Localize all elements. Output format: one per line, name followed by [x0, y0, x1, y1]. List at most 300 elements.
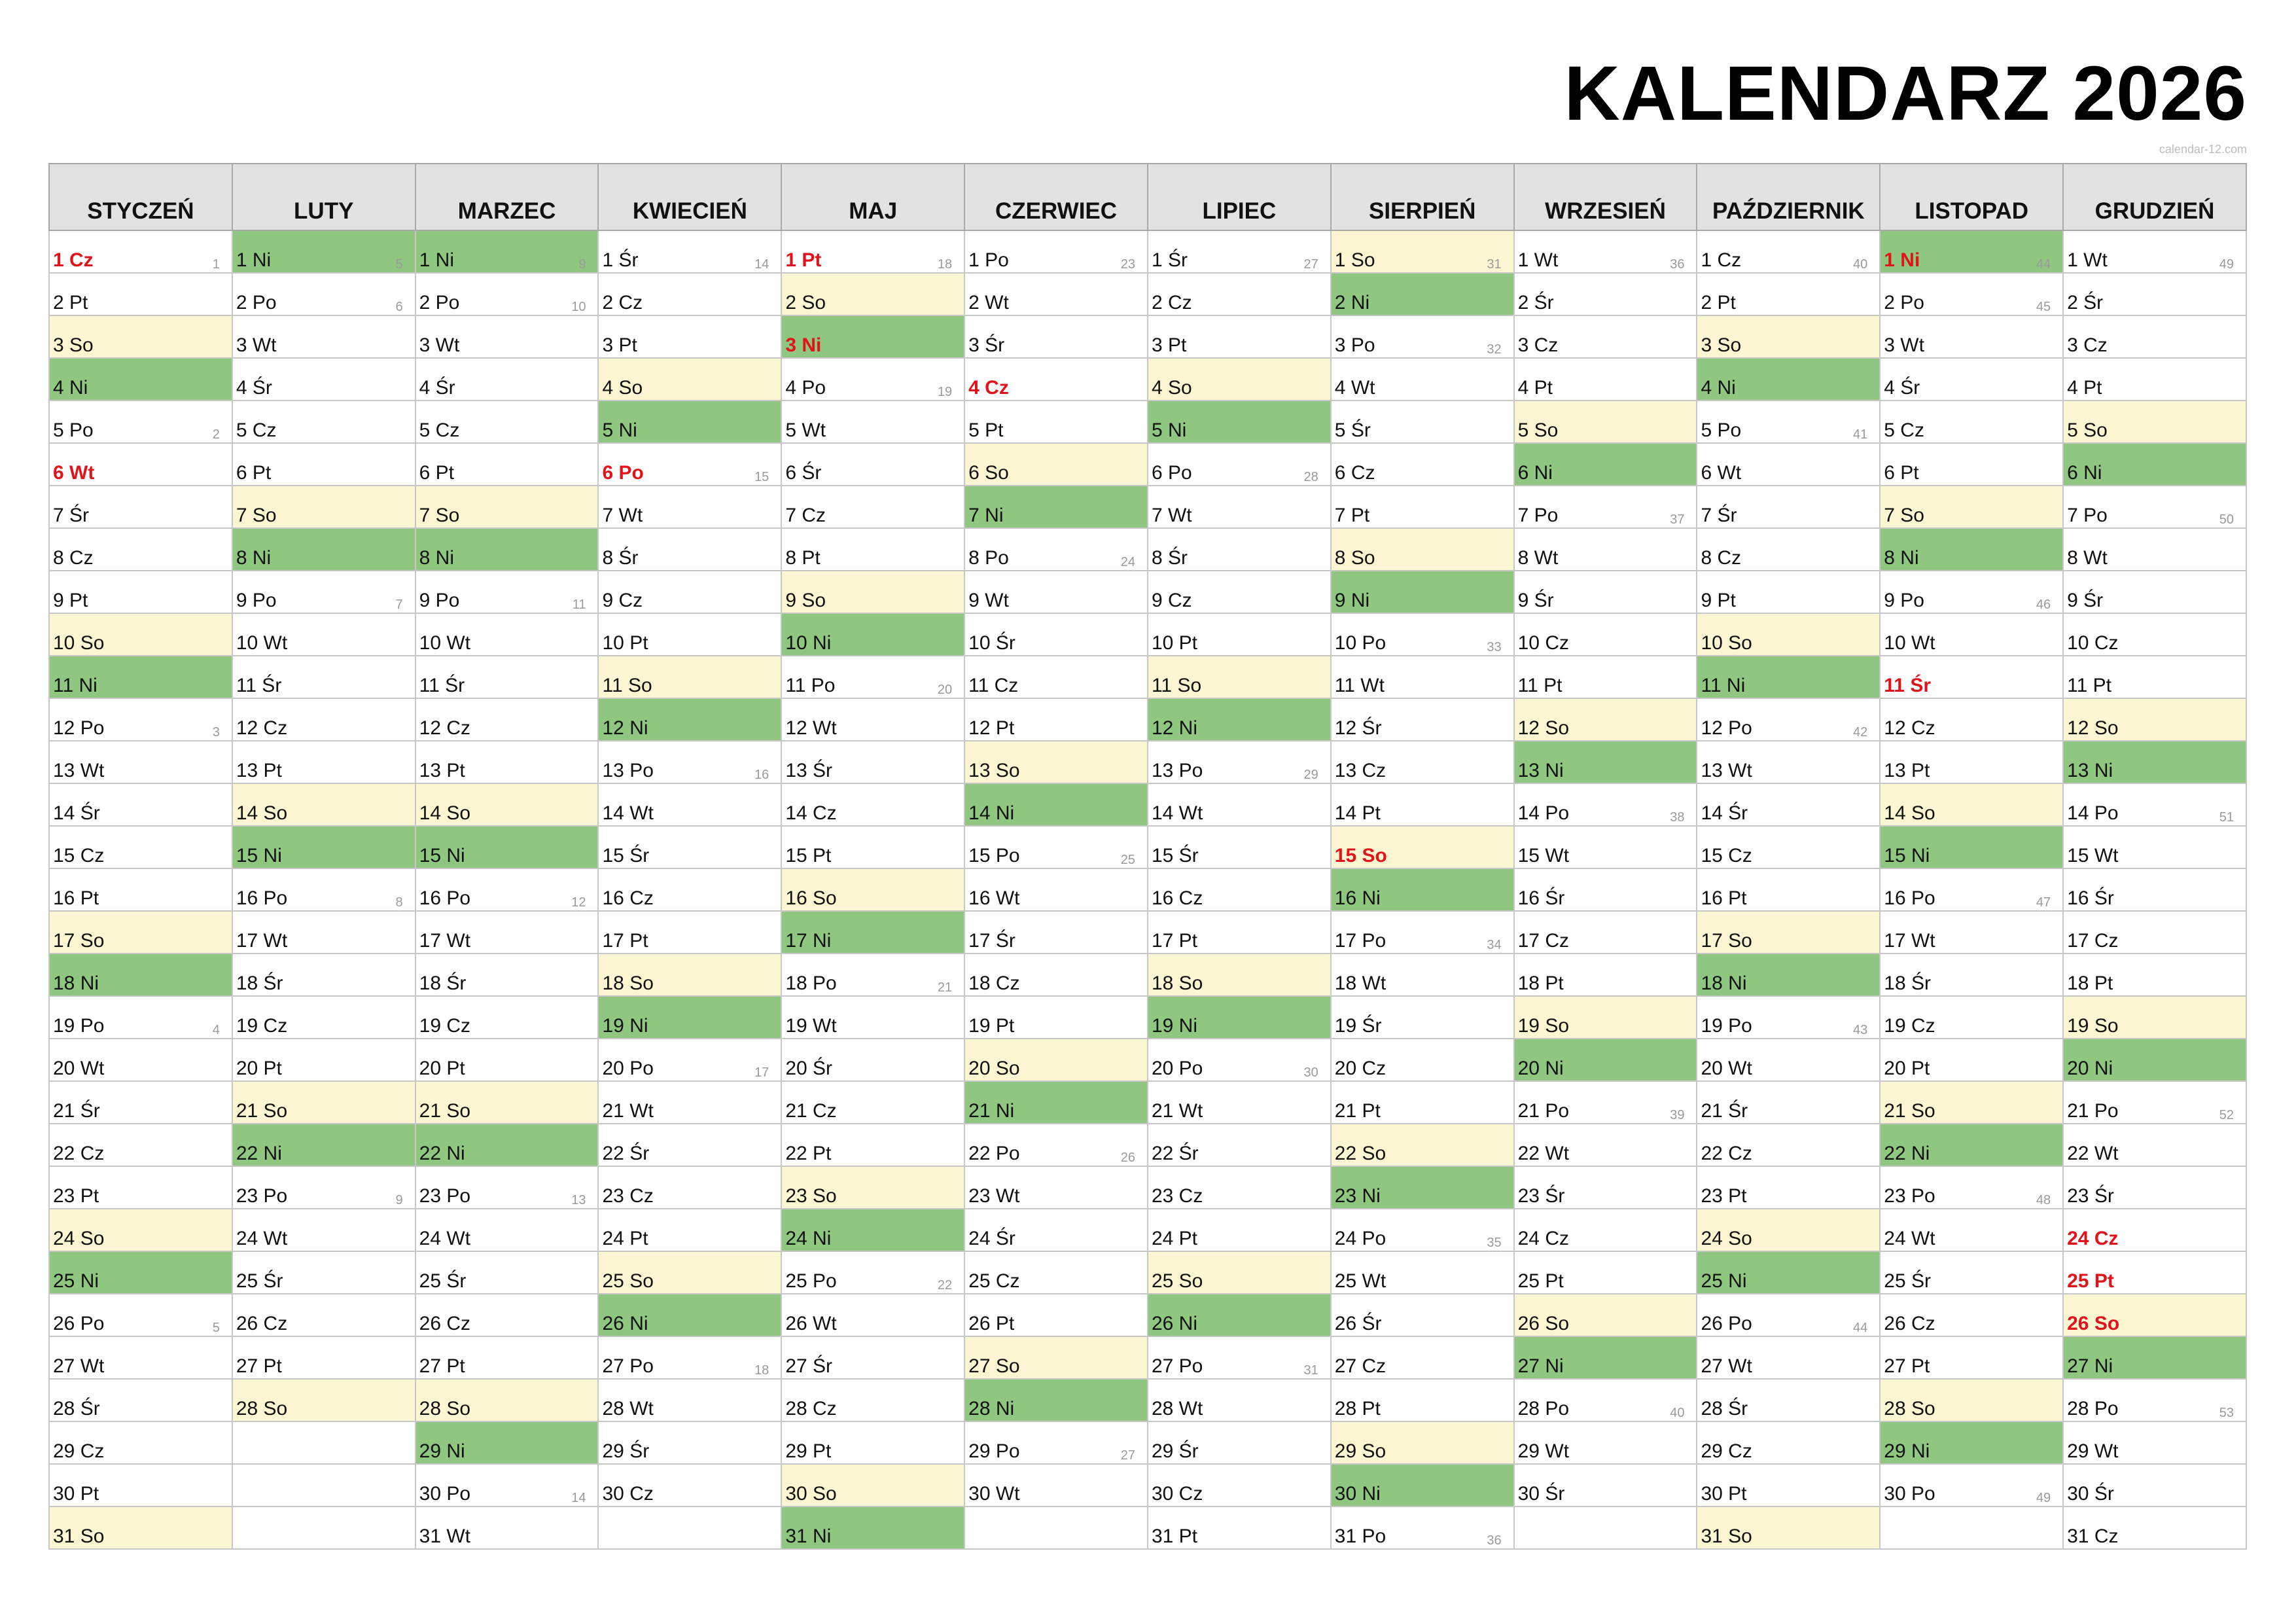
- day-label: 15 Cz: [53, 845, 105, 866]
- week-number: 11: [572, 597, 586, 612]
- day-row: [49, 1507, 2246, 1549]
- week-number: 18: [754, 1363, 769, 1378]
- day-label: 9 Ni: [1334, 590, 1370, 611]
- week-number: 22: [937, 1278, 953, 1293]
- day-cell: [1148, 571, 1331, 613]
- day-label: 25 Wt: [1334, 1270, 1386, 1292]
- day-cell: [1331, 1081, 1514, 1124]
- week-number: 6: [395, 300, 403, 314]
- day-label: 25 Ni: [53, 1270, 99, 1292]
- day-cell: [1514, 1379, 1697, 1421]
- day-cell: [2063, 868, 2246, 911]
- empty-cell: [1514, 1507, 1697, 1549]
- day-cell: [598, 783, 781, 826]
- day-label: 4 Śr: [1884, 377, 1920, 399]
- day-cell: [781, 911, 964, 954]
- day-cell: [1331, 315, 1514, 358]
- day-cell: [49, 1379, 232, 1421]
- day-row: [49, 698, 2246, 741]
- day-label: 2 Po: [1884, 292, 1924, 313]
- day-label: 19 Po: [1701, 1015, 1752, 1037]
- day-label: 20 Śr: [785, 1058, 833, 1079]
- day-cell: [415, 698, 599, 741]
- day-cell: [1697, 911, 1880, 954]
- day-label: 26 Cz: [419, 1313, 471, 1334]
- day-label: 24 So: [1701, 1228, 1752, 1249]
- day-cell: [1880, 996, 2063, 1039]
- day-label: 27 Po: [1151, 1355, 1203, 1377]
- day-label: 8 Po: [968, 547, 1009, 569]
- day-label: 10 So: [1701, 632, 1752, 654]
- day-cell: [1514, 528, 1697, 571]
- day-cell: [1697, 1294, 1880, 1336]
- day-cell: [415, 1421, 599, 1464]
- day-label: 16 Po: [419, 887, 471, 909]
- day-label: 31 Pt: [1151, 1525, 1198, 1547]
- day-label: 26 Cz: [236, 1313, 288, 1334]
- day-cell: [781, 954, 964, 996]
- empty-cell: [232, 1464, 415, 1507]
- day-cell: [1148, 1081, 1331, 1124]
- day-label: 15 Ni: [236, 845, 282, 866]
- week-number: 5: [395, 257, 403, 272]
- day-cell: [1697, 1464, 1880, 1507]
- day-label: 18 Ni: [1701, 972, 1747, 994]
- week-number: 21: [937, 980, 953, 995]
- day-cell: [598, 1166, 781, 1209]
- day-label: 26 Wt: [785, 1313, 837, 1334]
- day-cell: [1697, 486, 1880, 528]
- day-label: 22 Cz: [53, 1143, 105, 1164]
- day-label: 4 So: [1151, 377, 1192, 399]
- week-number: 51: [2219, 810, 2234, 825]
- day-label: 5 Po: [1701, 419, 1742, 441]
- day-cell: [598, 1209, 781, 1251]
- day-label: 6 Cz: [1334, 462, 1375, 484]
- day-cell: [1880, 571, 2063, 613]
- day-cell: [1148, 911, 1331, 954]
- day-cell: [232, 528, 415, 571]
- day-cell: [1148, 1421, 1331, 1464]
- day-label: 25 Śr: [419, 1270, 467, 1292]
- day-label: 3 Cz: [2067, 334, 2108, 356]
- day-label: 3 So: [1701, 334, 1742, 356]
- empty-cell: [232, 1507, 415, 1549]
- day-cell: [781, 1209, 964, 1251]
- day-cell: [1148, 1336, 1331, 1379]
- day-cell: [1148, 1507, 1331, 1549]
- day-cell: [1697, 613, 1880, 656]
- day-cell: [598, 358, 781, 401]
- day-cell: [1514, 1209, 1697, 1251]
- day-cell: [1880, 954, 2063, 996]
- day-label: 16 Pt: [1701, 887, 1747, 909]
- day-cell: [781, 443, 964, 486]
- day-label: 22 Ni: [1884, 1143, 1930, 1164]
- day-label: 16 Śr: [2067, 887, 2114, 909]
- day-label: 11 Ni: [1701, 675, 1746, 696]
- day-label: 15 Śr: [1151, 845, 1199, 866]
- day-label: 29 Ni: [1884, 1440, 1930, 1462]
- day-cell: [1514, 1166, 1697, 1209]
- day-cell: [1514, 656, 1697, 698]
- day-cell: [232, 613, 415, 656]
- day-cell: [1880, 528, 2063, 571]
- day-label: 15 Śr: [602, 845, 650, 866]
- day-label: 1 So: [1334, 249, 1375, 271]
- day-label: 9 Śr: [2067, 590, 2104, 611]
- day-label: 25 So: [602, 1270, 654, 1292]
- day-cell: [964, 1209, 1148, 1251]
- day-cell: [1880, 443, 2063, 486]
- day-cell: [1880, 1081, 2063, 1124]
- day-cell: [964, 1294, 1148, 1336]
- day-cell: [598, 911, 781, 954]
- day-cell: [1880, 911, 2063, 954]
- day-cell: [1514, 486, 1697, 528]
- day-label: 16 Po: [1884, 887, 1935, 909]
- day-label: 28 So: [419, 1398, 471, 1419]
- day-cell: [1697, 868, 1880, 911]
- week-number: 44: [2036, 257, 2051, 272]
- day-row: [49, 315, 2246, 358]
- day-cell: [2063, 996, 2246, 1039]
- day-cell: [232, 401, 415, 443]
- day-label: 14 Ni: [968, 802, 1015, 824]
- day-cell: [1148, 315, 1331, 358]
- day-label: 1 Ni: [236, 249, 272, 271]
- day-label: 3 So: [53, 334, 94, 356]
- day-cell: [1148, 1166, 1331, 1209]
- day-cell: [598, 1464, 781, 1507]
- empty-cell: [1880, 1507, 2063, 1549]
- day-cell: [964, 1421, 1148, 1464]
- day-row: [49, 1421, 2246, 1464]
- day-label: 10 Cz: [1517, 632, 1569, 654]
- day-label: 15 Cz: [1701, 845, 1752, 866]
- day-cell: [1514, 741, 1697, 783]
- day-cell: [1331, 1421, 1514, 1464]
- day-cell: [1331, 273, 1514, 315]
- day-cell: [964, 698, 1148, 741]
- day-label: 8 Ni: [1884, 547, 1919, 569]
- day-cell: [1148, 826, 1331, 868]
- day-cell: [964, 273, 1148, 315]
- day-cell: [2063, 1379, 2246, 1421]
- day-cell: [1148, 1039, 1331, 1081]
- day-cell: [598, 230, 781, 273]
- day-cell: [2063, 698, 2246, 741]
- day-label: 6 Pt: [419, 462, 455, 484]
- day-cell: [781, 741, 964, 783]
- week-number: 34: [1487, 938, 1502, 952]
- day-cell: [1880, 868, 2063, 911]
- day-cell: [1514, 698, 1697, 741]
- day-cell: [1697, 741, 1880, 783]
- day-label: 29 So: [1334, 1440, 1386, 1462]
- day-label: 13 Po: [602, 760, 654, 781]
- day-label: 28 Śr: [53, 1398, 100, 1419]
- day-label: 17 Po: [1334, 930, 1386, 952]
- day-cell: [415, 1124, 599, 1166]
- day-label: 15 So: [1334, 845, 1387, 866]
- day-cell: [415, 656, 599, 698]
- day-cell: [2063, 528, 2246, 571]
- day-label: 31 So: [1701, 1525, 1752, 1547]
- day-cell: [232, 868, 415, 911]
- day-label: 5 Cz: [419, 419, 460, 441]
- month-header: GRUDZIEŃ: [2063, 164, 2246, 230]
- day-cell: [1331, 443, 1514, 486]
- week-number: 47: [2036, 895, 2051, 910]
- day-cell: [415, 1507, 599, 1549]
- week-number: 37: [1670, 512, 1685, 527]
- day-row: [49, 1166, 2246, 1209]
- day-label: 16 Cz: [1151, 887, 1203, 909]
- day-cell: [232, 1166, 415, 1209]
- day-cell: [598, 698, 781, 741]
- day-cell: [1331, 230, 1514, 273]
- day-cell: [2063, 1081, 2246, 1124]
- day-cell: [232, 996, 415, 1039]
- day-cell: [232, 656, 415, 698]
- day-label: 21 Po: [1517, 1100, 1570, 1122]
- day-cell: [964, 401, 1148, 443]
- week-number: 17: [754, 1065, 769, 1080]
- day-cell: [781, 698, 964, 741]
- day-label: 17 Ni: [785, 930, 832, 952]
- day-label: 16 Śr: [1517, 887, 1565, 909]
- day-cell: [1148, 656, 1331, 698]
- day-label: 18 Śr: [419, 972, 467, 994]
- day-label: 13 Ni: [1517, 760, 1564, 781]
- day-label: 10 Cz: [2067, 632, 2119, 654]
- day-label: 19 Ni: [602, 1015, 648, 1037]
- day-label: 14 So: [236, 802, 288, 824]
- day-cell: [1697, 315, 1880, 358]
- day-cell: [781, 401, 964, 443]
- day-label: 5 Ni: [1151, 419, 1187, 441]
- day-cell: [1331, 1039, 1514, 1081]
- day-cell: [232, 315, 415, 358]
- day-cell: [964, 528, 1148, 571]
- day-cell: [1697, 954, 1880, 996]
- day-cell: [1331, 401, 1514, 443]
- day-label: 30 Po: [1884, 1483, 1935, 1505]
- week-number: 1: [212, 257, 220, 272]
- day-cell: [964, 315, 1148, 358]
- day-cell: [1331, 613, 1514, 656]
- day-cell: [2063, 486, 2246, 528]
- day-label: 4 So: [602, 377, 643, 399]
- day-cell: [415, 1251, 599, 1294]
- day-label: 7 Cz: [785, 505, 826, 526]
- day-label: 8 Pt: [785, 547, 821, 569]
- day-cell: [781, 996, 964, 1039]
- day-label: 6 Wt: [53, 462, 95, 484]
- day-label: 8 Wt: [2067, 547, 2108, 569]
- day-label: 26 Ni: [1151, 1313, 1198, 1334]
- day-label: 6 Wt: [1701, 462, 1742, 484]
- day-cell: [964, 571, 1148, 613]
- day-cell: [1148, 613, 1331, 656]
- day-cell: [598, 1124, 781, 1166]
- day-cell: [415, 273, 599, 315]
- day-label: 4 Ni: [1701, 377, 1736, 399]
- empty-cell: [964, 1507, 1148, 1549]
- day-cell: [1331, 528, 1514, 571]
- day-cell: [964, 486, 1148, 528]
- day-cell: [781, 1166, 964, 1209]
- day-row: [49, 783, 2246, 826]
- day-cell: [49, 230, 232, 273]
- day-cell: [232, 783, 415, 826]
- day-cell: [49, 486, 232, 528]
- day-label: 4 Śr: [236, 377, 272, 399]
- day-label: 24 Wt: [236, 1228, 288, 1249]
- week-number: 45: [2036, 300, 2051, 314]
- day-label: 30 Po: [419, 1483, 471, 1505]
- day-cell: [1514, 868, 1697, 911]
- day-cell: [49, 741, 232, 783]
- day-cell: [1331, 741, 1514, 783]
- day-label: 14 Pt: [1334, 802, 1381, 824]
- day-cell: [1148, 954, 1331, 996]
- day-cell: [49, 698, 232, 741]
- day-label: 6 Pt: [236, 462, 272, 484]
- day-label: 8 Cz: [53, 547, 94, 569]
- week-number: 41: [1853, 427, 1868, 442]
- day-label: 3 Po: [1334, 334, 1375, 356]
- week-number: 46: [2036, 597, 2051, 612]
- day-label: 6 Ni: [1517, 462, 1553, 484]
- day-row: [49, 613, 2246, 656]
- day-cell: [1697, 230, 1880, 273]
- day-label: 4 Ni: [53, 377, 88, 399]
- day-label: 10 So: [53, 632, 105, 654]
- day-label: 19 Cz: [419, 1015, 471, 1037]
- day-label: 1 Wt: [2067, 249, 2108, 271]
- day-label: 25 Ni: [1701, 1270, 1747, 1292]
- day-cell: [49, 1166, 232, 1209]
- day-label: 20 Wt: [1701, 1058, 1752, 1079]
- day-label: 27 Cz: [1334, 1355, 1386, 1377]
- day-cell: [2063, 1336, 2246, 1379]
- day-label: 12 Po: [1701, 717, 1752, 739]
- day-cell: [1514, 1251, 1697, 1294]
- day-label: 1 Po: [968, 249, 1009, 271]
- day-cell: [598, 486, 781, 528]
- day-cell: [964, 656, 1148, 698]
- day-cell: [415, 783, 599, 826]
- day-cell: [415, 1209, 599, 1251]
- day-cell: [415, 358, 599, 401]
- day-label: 27 Wt: [53, 1355, 105, 1377]
- day-cell: [232, 698, 415, 741]
- day-label: 13 Wt: [1701, 760, 1752, 781]
- day-cell: [1697, 1507, 1880, 1549]
- day-cell: [598, 741, 781, 783]
- week-number: 26: [1120, 1150, 1135, 1165]
- day-label: 4 Wt: [1334, 377, 1375, 399]
- day-cell: [1514, 1464, 1697, 1507]
- day-label: 3 Ni: [785, 334, 822, 356]
- day-label: 9 So: [785, 590, 826, 611]
- day-label: 5 Śr: [1334, 419, 1371, 441]
- day-label: 6 Po: [602, 462, 644, 484]
- day-cell: [1331, 1166, 1514, 1209]
- day-cell: [1880, 273, 2063, 315]
- day-cell: [781, 1081, 964, 1124]
- day-label: 14 Wt: [602, 802, 654, 824]
- week-number: 16: [754, 768, 769, 782]
- day-label: 19 Cz: [236, 1015, 288, 1037]
- day-label: 17 Pt: [1151, 930, 1198, 952]
- day-label: 29 Cz: [53, 1440, 105, 1462]
- day-label: 20 Pt: [1884, 1058, 1930, 1079]
- day-cell: [1331, 486, 1514, 528]
- day-cell: [1697, 528, 1880, 571]
- day-cell: [598, 826, 781, 868]
- day-label: 28 Cz: [785, 1398, 837, 1419]
- day-label: 2 Pt: [53, 292, 88, 313]
- day-label: 11 So: [602, 675, 652, 696]
- day-cell: [1331, 954, 1514, 996]
- day-cell: [415, 826, 599, 868]
- day-cell: [2063, 358, 2246, 401]
- day-cell: [1697, 996, 1880, 1039]
- day-label: 8 Ni: [419, 547, 455, 569]
- day-label: 7 So: [419, 505, 460, 526]
- day-label: 13 Śr: [785, 760, 833, 781]
- day-label: 16 So: [785, 887, 837, 909]
- day-cell: [49, 1081, 232, 1124]
- day-label: 28 Po: [1517, 1398, 1570, 1419]
- day-label: 27 So: [968, 1355, 1020, 1377]
- day-label: 11 Śr: [1884, 675, 1932, 696]
- day-cell: [964, 443, 1148, 486]
- day-cell: [1514, 230, 1697, 273]
- day-label: 12 Cz: [236, 717, 288, 739]
- day-label: 17 Pt: [602, 930, 648, 952]
- day-label: 12 Śr: [1334, 717, 1382, 739]
- day-label: 17 So: [1701, 930, 1752, 952]
- day-label: 14 So: [1884, 802, 1935, 824]
- day-label: 11 Śr: [419, 675, 465, 696]
- day-cell: [1331, 1209, 1514, 1251]
- day-cell: [415, 613, 599, 656]
- day-row: [49, 571, 2246, 613]
- day-label: 17 Wt: [1884, 930, 1935, 952]
- day-label: 23 Pt: [53, 1185, 99, 1207]
- week-number: 20: [937, 683, 953, 697]
- day-label: 4 Pt: [2067, 377, 2102, 399]
- day-label: 28 Ni: [968, 1398, 1015, 1419]
- day-label: 7 Po: [1517, 505, 1559, 526]
- day-label: 8 Śr: [602, 547, 639, 569]
- day-cell: [598, 1251, 781, 1294]
- day-cell: [1880, 1166, 2063, 1209]
- day-label: 28 Wt: [1151, 1398, 1203, 1419]
- week-number: 53: [2219, 1406, 2234, 1420]
- day-cell: [1331, 783, 1514, 826]
- day-cell: [1148, 698, 1331, 741]
- day-cell: [964, 996, 1148, 1039]
- day-cell: [2063, 741, 2246, 783]
- day-label: 21 Śr: [1701, 1100, 1748, 1122]
- day-label: 27 Wt: [1701, 1355, 1752, 1377]
- day-cell: [1514, 1124, 1697, 1166]
